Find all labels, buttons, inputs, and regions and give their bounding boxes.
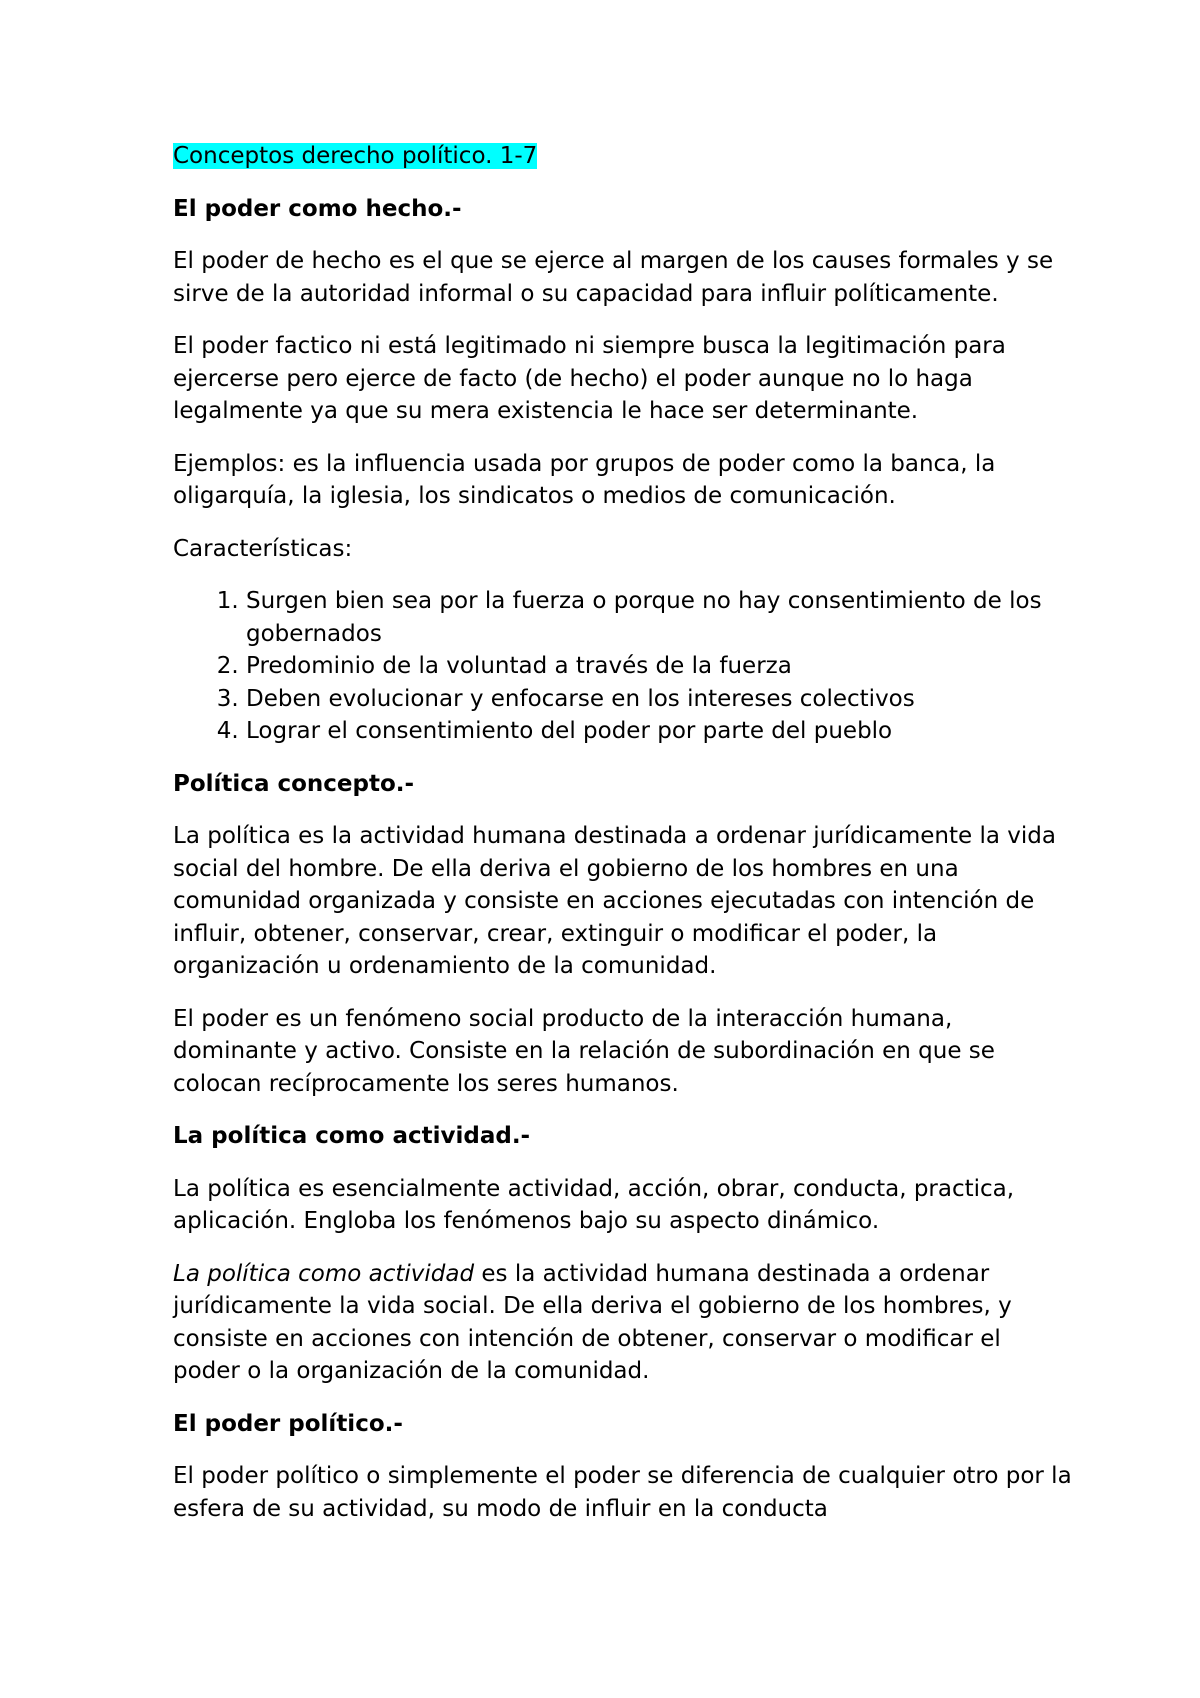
characteristics-list	[173, 585, 1073, 748]
paragraph: El poder es un fenómeno social producto de la interacción humana, dominante y activo. Consiste en la relación de subordinación en que se colocan recíprocamente los seres humanos.	[173, 1005, 995, 1097]
paragraph: Características:	[173, 535, 353, 562]
paragraph: Ejemplos: es la influencia usada por grupos de poder como la banca, la oligarquía, la iglesia, los sindicatos o medios de comunicación.	[173, 450, 996, 509]
section-heading-politica-concepto: Política concepto.-	[173, 770, 415, 797]
paragraph: El poder político o simplemente el poder se diferencia de cualquier otro por la esfera de su actividad, su modo de influir en la conducta	[173, 1463, 1072, 1522]
section-heading-politica-como-actividad: La política como actividad.-	[173, 1123, 531, 1149]
section-heading-poder-politico: El poder político.-	[173, 1410, 403, 1437]
paragraph-with-italic-lead	[173, 1258, 1073, 1388]
list-item: 1. Surgen bien sea por la fuerza o porque no hay consentimiento de los gobernados	[246, 585, 1073, 650]
paragraph: El poder de hecho es el que se ejerce al margen de los causes formales y se sirve de la autoridad informal o su capacidad para influir políticamente.	[173, 248, 1054, 307]
document-title-highlight: Conceptos derecho político. 1-7	[173, 143, 538, 169]
paragraph-rest: es la actividad humana destinada a ordenar jurídicamente la vida social. De ella deriva el gobierno de los hombres, y consiste en acciones con intención de obtener, conservar o modificar el poder o la organización de la comunidad.	[173, 1260, 1012, 1384]
paragraph: La política es la actividad humana destinada a ordenar jurídicamente la vida social del hombre. De ella deriva el gobierno de los hombres en una comunidad organizada y consiste en acciones ejecutadas con intención de influir, obtener, conservar, crear, extinguir o modificar el poder, la organización u ordenamiento de la comunidad.	[173, 823, 1056, 979]
section-heading-poder-como-hecho: El poder como hecho.-	[173, 195, 462, 222]
list-item: 4. Lograr el consentimiento del poder por parte del pueblo	[246, 715, 1073, 748]
document-page	[173, 140, 1073, 1545]
document-title	[173, 140, 1073, 173]
list-item: 3. Deben evolucionar y enfocarse en los intereses colectivos	[246, 683, 1073, 716]
list-item: 2. Predominio de la voluntad a través de la fuerza	[246, 650, 1073, 683]
paragraph: La política es esencialmente actividad, acción, obrar, conducta, practica, aplicación. Engloba los fenómenos bajo su aspecto dinámico.	[173, 1175, 1015, 1234]
paragraph: El poder factico ni está legitimado ni siempre busca la legitimación para ejercerse pero ejerce de facto (de hecho) el poder aunque no lo haga legalmente ya que su mera existencia le hace ser determinante.	[173, 333, 1006, 424]
italic-lead: La política como actividad	[173, 1260, 475, 1287]
